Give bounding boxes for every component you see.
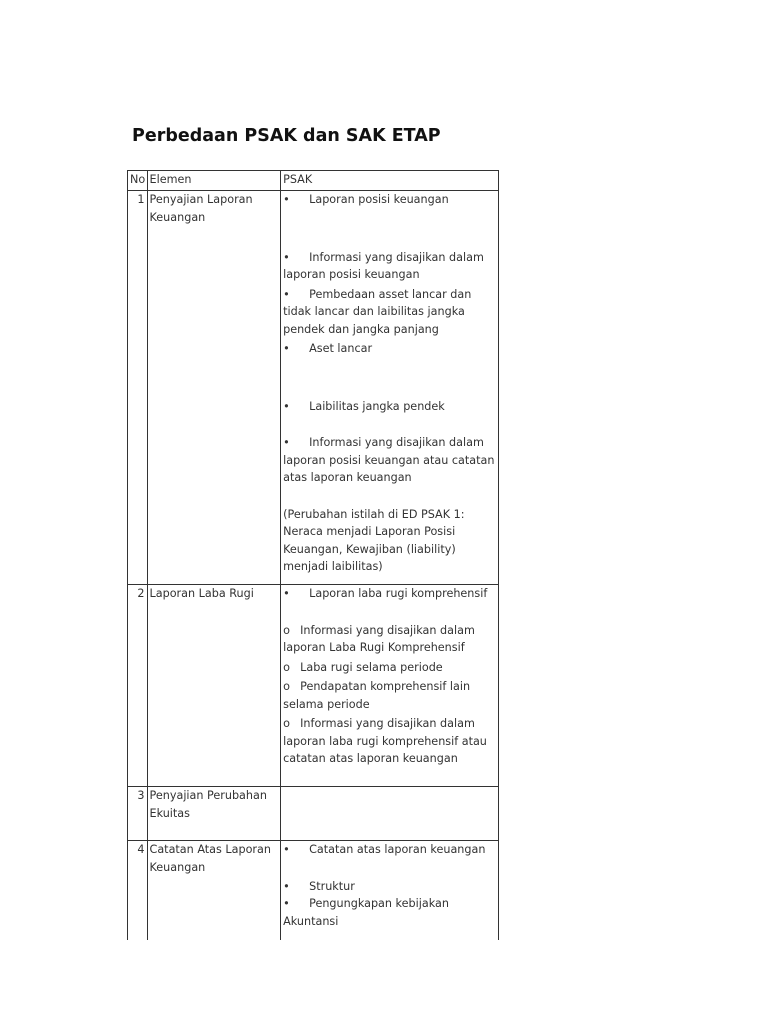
row-number: 2 (128, 585, 148, 787)
bullet-icon: • (283, 897, 290, 910)
bullet-icon: • (283, 193, 290, 206)
bullet-icon: • (283, 287, 290, 301)
table-row (128, 191, 499, 585)
row-psak (281, 787, 499, 841)
row-elemen: Penyajian Perubahan Ekuitas (147, 787, 281, 841)
table-row (128, 841, 499, 941)
row-number: 3 (128, 787, 148, 841)
header-elemen: Elemen (147, 171, 281, 191)
psak-item: • Informasi yang disajikan dalam laporan posisi keuangan (283, 250, 484, 281)
row-number: 4 (128, 841, 148, 941)
bullet-icon: • (283, 342, 290, 355)
psak-item: • Aset lancar (283, 340, 497, 358)
table-row (128, 787, 499, 841)
psak-subitem: o Laba rugi selama periode (283, 659, 497, 677)
bullet-icon: • (283, 879, 290, 893)
page-title: Perbedaan PSAK dan SAK ETAP (132, 126, 441, 146)
psak-item: • Laibilitas jangka pendek (283, 398, 497, 416)
row-elemen: Catatan Atas Laporan Keuangan (147, 841, 281, 941)
psak-subitem: o Pendapatan komprehensif lain selama periode (283, 680, 471, 711)
psak-note: (Perubahan istilah di ED PSAK 1: Neraca menjadi Laporan Posisi Keuangan, Kewajiban (liability) menjadi laibilitas) (283, 507, 465, 573)
row-elemen: Penyajian Laporan Keuangan (147, 191, 281, 585)
psak-subitem: o Informasi yang disajikan dalam laporan Laba Rugi Komprehensif (283, 623, 475, 654)
circle-bullet-icon: o (283, 660, 290, 674)
psak-item: • Laporan posisi keuangan (283, 191, 497, 209)
comparison-table (127, 170, 499, 940)
bullet-icon: • (283, 436, 290, 449)
row-psak (281, 191, 499, 585)
psak-item: • Informasi yang disajikan dalam laporan posisi keuangan atau catatan atas laporan keuangan (283, 436, 495, 484)
psak-item: • Pengungkapan kebijakan Akuntansi (283, 897, 449, 928)
row-psak (281, 841, 499, 941)
bullet-icon: • (283, 843, 290, 856)
circle-bullet-icon: o (283, 717, 290, 730)
circle-bullet-icon: o (283, 623, 290, 637)
row-psak (281, 585, 499, 787)
bullet-icon: • (283, 399, 290, 413)
psak-item: • Laporan laba rugi komprehensif (283, 585, 497, 603)
bullet-icon: • (283, 250, 290, 264)
psak-item: • Catatan atas laporan keuangan (283, 841, 497, 859)
psak-item: • Struktur (283, 878, 497, 896)
table-header-row (128, 171, 499, 191)
circle-bullet-icon: o (283, 680, 290, 693)
psak-item: • Pembedaan asset lancar dan tidak lancar dan laibilitas jangka pendek dan jangka panjang (283, 287, 472, 336)
psak-subitem: o Informasi yang disajikan dalam laporan laba rugi komprehensif atau catatan atas laporan keuangan (283, 717, 487, 765)
table-row (128, 585, 499, 787)
header-psak: PSAK (281, 171, 499, 191)
row-number: 1 (128, 191, 148, 585)
header-no: No (128, 171, 148, 191)
bullet-icon: • (283, 587, 290, 600)
row-elemen: Laporan Laba Rugi (147, 585, 281, 787)
